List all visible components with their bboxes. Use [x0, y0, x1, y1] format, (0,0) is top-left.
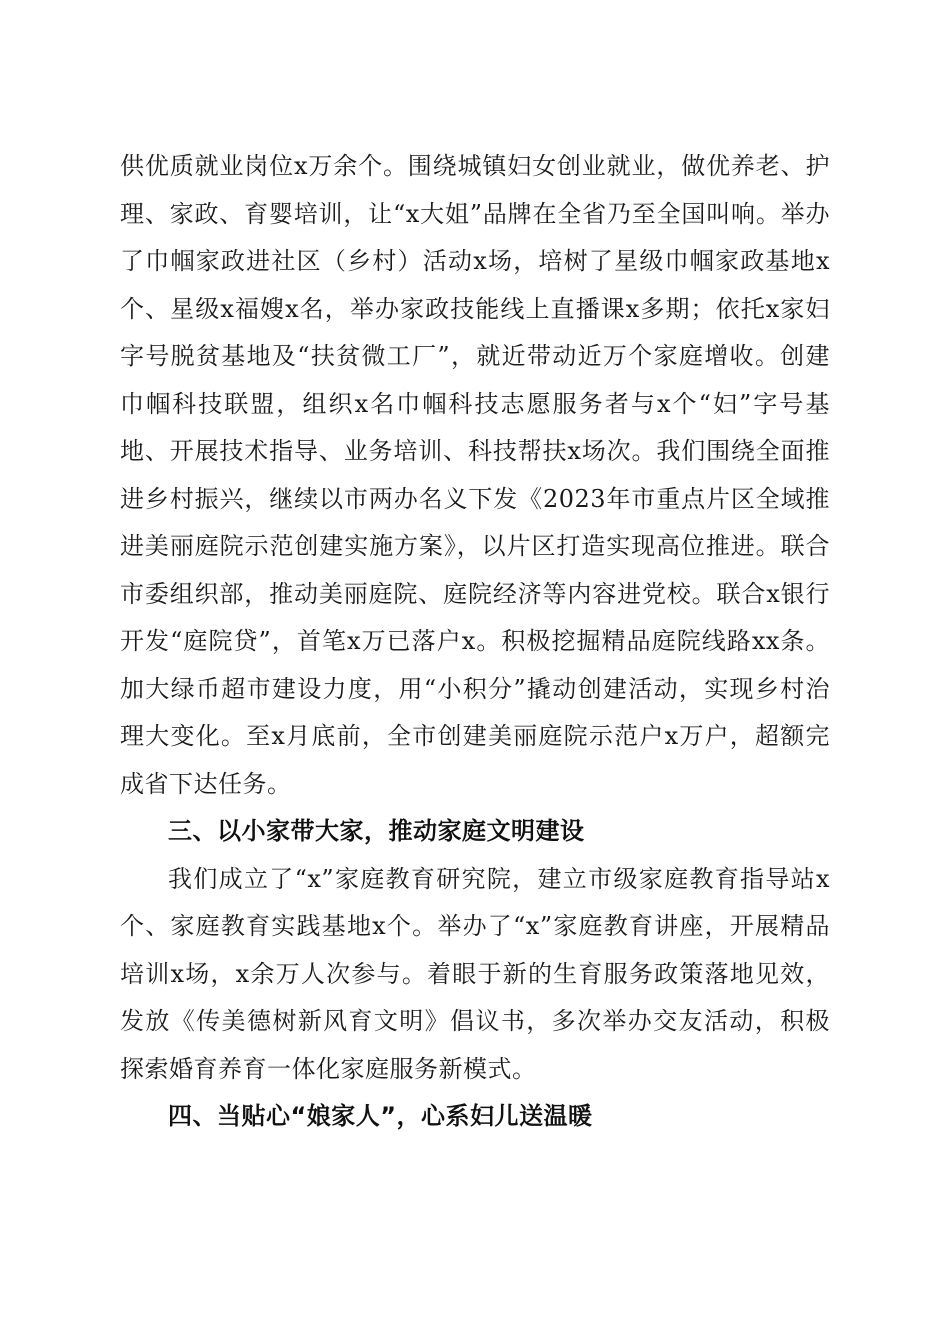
section-heading-4: 四、当贴心“娘家人”，心系妇儿送温暖	[168, 1102, 593, 1130]
document-body	[120, 143, 830, 1141]
body-paragraph-continued: 供优质就业岗位x万余个。围绕城镇妇女创业就业，做优养老、护理、家政、育婴培训，让“x大姐”品牌在全省乃至全国叫响。举办了巾帼家政进社区（乡村）活动x场，培树了星级巾帼家政基地x个、星级x福嫂x名，举办家政技能线上直播课x多期；依托x家妇字号脱贫基地及“扶贫微工厂”，就近带动近万个家庭增收。创建巾帼科技联盟，组织x名巾帼科技志愿服务者与x个“妇”字号基地、开展技术指导、业务培训、科技帮扶x场次。我们围绕全面推进乡村振兴，继续以市两办名义下发《2023年市重点片区全域推进美丽庭院示范创建实施方案》，以片区打造实现高位推进。联合市委组织部，推动美丽庭院、庭院经济等内容进党校。联合x银行开发“庭院贷”，首笔x万已落户x。积极挖掘精品庭院线路xx条。加大绿币超市建设力度，用“小积分”撬动创建活动，实现乡村治理大变化。至x月底前，全市创建美丽庭院示范户x万户，超额完成省下达任务。	[120, 152, 830, 798]
section-heading-3: 三、以小家带大家，推动家庭文明建设	[168, 817, 585, 845]
body-paragraph-family-education: 我们成立了“x”家庭教育研究院，建立市级家庭教育指导站x个、家庭教育实践基地x个。举办了“x”家庭教育讲座，开展精品培训x场，x余万人次参与。着眼于新的生育服务政策落地见效，发放《传美德树新风育文明》倡议书，多次举办交友活动，积极探索婚育养育一体化家庭服务新模式。	[120, 864, 830, 1083]
